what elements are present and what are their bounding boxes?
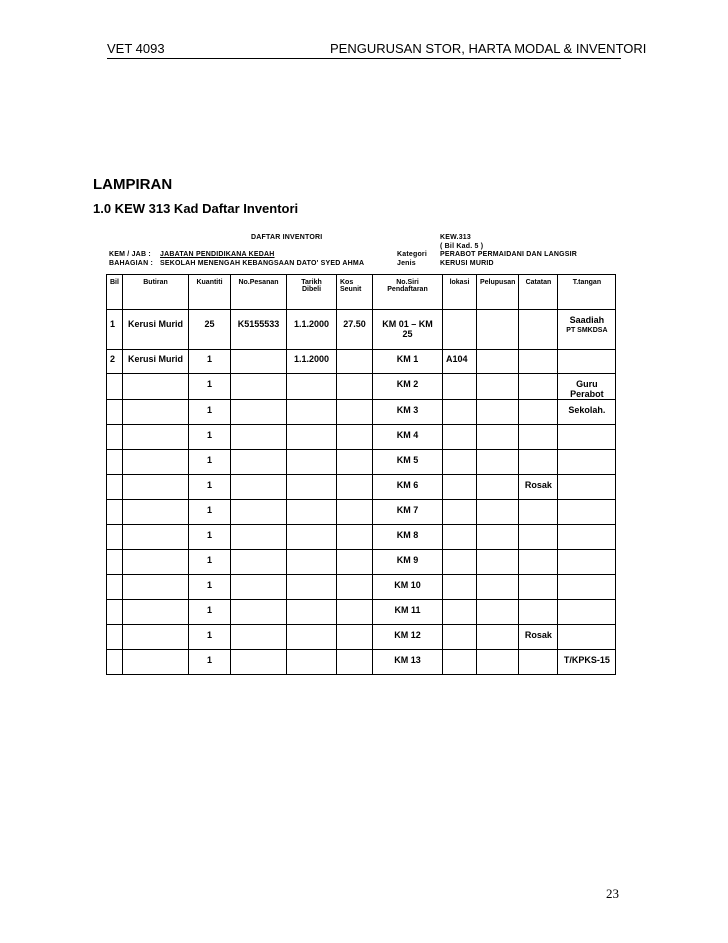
cell-kos <box>337 450 373 475</box>
cell-butiran <box>123 500 189 525</box>
cell-catatan: Rosak <box>519 625 558 650</box>
cell-ttangan <box>558 425 616 450</box>
cell-ttangan: T/KPKS-15 <box>558 650 616 675</box>
cell-tarikh <box>287 625 337 650</box>
cell-lokasi <box>443 550 477 575</box>
table-row <box>107 525 616 550</box>
header-lokasi: lokasi <box>443 275 477 310</box>
cell-lokasi <box>443 600 477 625</box>
kategori-value: PERABOT PERMAIDANI DAN LANGSIR <box>440 251 578 258</box>
row1-pelupusan <box>477 310 519 350</box>
row2-bil: 2 <box>107 350 123 374</box>
cell-catatan <box>519 450 558 475</box>
cell-butiran <box>123 575 189 600</box>
header-no-siri: No.Siri Pendaftaran <box>373 275 443 310</box>
table-row <box>107 500 616 525</box>
table-row <box>107 550 616 575</box>
header-tarikh: Tarikh Dibeli <box>287 275 337 310</box>
cell-butiran <box>123 550 189 575</box>
cell-kuantiti: 1 <box>189 400 231 425</box>
cell-no-siri: KM 3 <box>373 400 443 425</box>
row1-kos: 27.50 <box>337 310 373 350</box>
cell-kuantiti: 1 <box>189 425 231 450</box>
cell-bil <box>107 400 123 425</box>
cell-butiran <box>123 625 189 650</box>
cell-kos <box>337 374 373 400</box>
cell-tarikh <box>287 500 337 525</box>
cell-lokasi <box>443 475 477 500</box>
table-row <box>107 310 616 350</box>
table-body <box>107 374 616 675</box>
cell-no-pesanan <box>231 600 287 625</box>
cell-bil <box>107 475 123 500</box>
cell-bil <box>107 650 123 675</box>
kategori-label: Kategori <box>397 251 427 258</box>
cell-ttangan <box>558 600 616 625</box>
table-row <box>107 475 616 500</box>
cell-no-siri: KM 10 <box>373 575 443 600</box>
cell-lokasi <box>443 625 477 650</box>
row1-catatan <box>519 310 558 350</box>
cell-bil <box>107 550 123 575</box>
cell-tarikh <box>287 575 337 600</box>
cell-butiran <box>123 525 189 550</box>
signatory-role: PT SMKDSA <box>566 327 608 334</box>
row2-no-pesanan <box>231 350 287 374</box>
cell-ttangan: Guru Perabot <box>558 374 616 400</box>
cell-ttangan <box>558 450 616 475</box>
cell-catatan <box>519 500 558 525</box>
cell-tarikh <box>287 525 337 550</box>
cell-kos <box>337 575 373 600</box>
course-code: VET 4093 <box>107 41 165 56</box>
cell-catatan <box>519 550 558 575</box>
cell-bil <box>107 425 123 450</box>
cell-ttangan: Sekolah. <box>558 400 616 425</box>
cell-pelupusan <box>477 425 519 450</box>
cell-tarikh <box>287 475 337 500</box>
table-row <box>107 350 616 374</box>
cell-catatan: Rosak <box>519 475 558 500</box>
row1-no-siri: KM 01 – KM 25 <box>373 310 443 350</box>
cell-no-pesanan <box>231 550 287 575</box>
cell-tarikh <box>287 400 337 425</box>
cell-ttangan <box>558 550 616 575</box>
cell-kos <box>337 550 373 575</box>
cell-no-pesanan <box>231 374 287 400</box>
cell-pelupusan <box>477 500 519 525</box>
row2-catatan <box>519 350 558 374</box>
cell-kos <box>337 425 373 450</box>
table-row <box>107 600 616 625</box>
cell-no-pesanan <box>231 625 287 650</box>
cell-bil <box>107 450 123 475</box>
cell-kuantiti: 1 <box>189 600 231 625</box>
cell-kos <box>337 600 373 625</box>
cell-catatan <box>519 400 558 425</box>
cell-kos <box>337 525 373 550</box>
cell-bil <box>107 525 123 550</box>
cell-bil <box>107 600 123 625</box>
row1-lokasi <box>443 310 477 350</box>
cell-no-siri: KM 6 <box>373 475 443 500</box>
cell-pelupusan <box>477 400 519 425</box>
cell-lokasi <box>443 374 477 400</box>
course-title: PENGURUSAN STOR, HARTA MODAL & INVENTORI <box>330 41 647 56</box>
cell-no-siri: KM 9 <box>373 550 443 575</box>
cell-pelupusan <box>477 475 519 500</box>
table-row <box>107 450 616 475</box>
section-title: LAMPIRAN <box>93 176 173 193</box>
table-row <box>107 575 616 600</box>
cell-pelupusan <box>477 625 519 650</box>
inventory-table <box>106 274 616 675</box>
cell-butiran <box>123 425 189 450</box>
cell-kuantiti: 1 <box>189 625 231 650</box>
cell-pelupusan <box>477 525 519 550</box>
page-number: 23 <box>606 886 619 901</box>
section-subtitle: 1.0 KEW 313 Kad Daftar Inventori <box>93 201 299 216</box>
cell-tarikh <box>287 550 337 575</box>
cell-kos <box>337 500 373 525</box>
table-row <box>107 400 616 425</box>
cell-kuantiti: 1 <box>189 500 231 525</box>
cell-lokasi <box>443 450 477 475</box>
row2-lokasi: A104 <box>443 350 477 374</box>
cell-kuantiti: 1 <box>189 374 231 400</box>
cell-ttangan <box>558 575 616 600</box>
cell-catatan <box>519 650 558 675</box>
cell-butiran <box>123 374 189 400</box>
cell-no-pesanan <box>231 425 287 450</box>
cell-tarikh <box>287 450 337 475</box>
cell-lokasi <box>443 425 477 450</box>
cell-no-pesanan <box>231 500 287 525</box>
cell-tarikh <box>287 600 337 625</box>
cell-catatan <box>519 575 558 600</box>
header-butiran: Butiran <box>123 275 189 310</box>
row1-no-pesanan: K5155533 <box>231 310 287 350</box>
jenis-value: KERUSI MURID <box>440 260 494 267</box>
cell-kos <box>337 475 373 500</box>
cell-no-pesanan <box>231 650 287 675</box>
row2-kuantiti: 1 <box>189 350 231 374</box>
row2-ttangan <box>558 350 616 374</box>
cell-butiran <box>123 475 189 500</box>
cell-no-siri: KM 5 <box>373 450 443 475</box>
header-kuantiti: Kuantiti <box>189 275 231 310</box>
cell-tarikh <box>287 425 337 450</box>
table-row <box>107 650 616 675</box>
cell-kos <box>337 625 373 650</box>
cell-kuantiti: 1 <box>189 550 231 575</box>
cell-lokasi <box>443 650 477 675</box>
cell-pelupusan <box>477 450 519 475</box>
bahagian-value: SEKOLAH MENENGAH KEBANGSAAN DATO' SYED AHMA <box>160 260 365 267</box>
cell-tarikh <box>287 650 337 675</box>
cell-no-siri: KM 2 <box>373 374 443 400</box>
header-no-pesanan: No.Pesanan <box>231 275 287 310</box>
table-header-row <box>107 275 616 310</box>
cell-no-pesanan <box>231 400 287 425</box>
cell-bil <box>107 374 123 400</box>
row2-no-siri: KM 1 <box>373 350 443 374</box>
table-row <box>107 374 616 400</box>
cell-no-siri: KM 11 <box>373 600 443 625</box>
cell-no-siri: KM 13 <box>373 650 443 675</box>
cell-pelupusan <box>477 600 519 625</box>
cell-lokasi <box>443 400 477 425</box>
row2-butiran: Kerusi Murid <box>123 350 189 374</box>
cell-lokasi <box>443 525 477 550</box>
cell-catatan <box>519 600 558 625</box>
kew-code: KEW.313 <box>440 234 471 241</box>
cell-ttangan <box>558 475 616 500</box>
row1-ttangan <box>558 310 616 350</box>
cell-lokasi <box>443 500 477 525</box>
row1-bil: 1 <box>107 310 123 350</box>
cell-pelupusan <box>477 550 519 575</box>
row2-pelupusan <box>477 350 519 374</box>
header-kos: Kos Seunit <box>337 275 373 310</box>
table-row <box>107 425 616 450</box>
header-divider <box>107 58 621 59</box>
table-row <box>107 625 616 650</box>
kew-card-number: ( Bil Kad. 5 ) <box>440 243 484 250</box>
header-ttangan: T.tangan <box>558 275 616 310</box>
cell-no-pesanan <box>231 475 287 500</box>
row2-tarikh: 1.1.2000 <box>287 350 337 374</box>
cell-kos <box>337 650 373 675</box>
cell-butiran <box>123 650 189 675</box>
cell-bil <box>107 500 123 525</box>
cell-no-siri: KM 12 <box>373 625 443 650</box>
header-catatan: Catatan <box>519 275 558 310</box>
form-title: DAFTAR INVENTORI <box>251 234 323 241</box>
cell-bil <box>107 625 123 650</box>
row2-kos <box>337 350 373 374</box>
row1-butiran: Kerusi Murid <box>123 310 189 350</box>
cell-tarikh <box>287 374 337 400</box>
kem-value: JABATAN PENDIDIKANA KEDAH <box>160 251 275 258</box>
cell-ttangan <box>558 525 616 550</box>
cell-no-pesanan <box>231 450 287 475</box>
cell-kuantiti: 1 <box>189 475 231 500</box>
cell-pelupusan <box>477 374 519 400</box>
jenis-label: Jenis <box>397 260 416 267</box>
cell-pelupusan <box>477 650 519 675</box>
cell-pelupusan <box>477 575 519 600</box>
cell-catatan <box>519 425 558 450</box>
cell-butiran <box>123 450 189 475</box>
row1-tarikh: 1.1.2000 <box>287 310 337 350</box>
row1-kuantiti: 25 <box>189 310 231 350</box>
cell-kuantiti: 1 <box>189 575 231 600</box>
cell-catatan <box>519 374 558 400</box>
cell-kuantiti: 1 <box>189 650 231 675</box>
cell-kuantiti: 1 <box>189 450 231 475</box>
cell-no-siri: KM 4 <box>373 425 443 450</box>
cell-kuantiti: 1 <box>189 525 231 550</box>
signatory-name: Saadiah <box>569 315 605 325</box>
cell-ttangan <box>558 625 616 650</box>
cell-kos <box>337 400 373 425</box>
cell-butiran <box>123 600 189 625</box>
header-pelupusan: Pelupusan <box>477 275 519 310</box>
cell-no-pesanan <box>231 575 287 600</box>
header-bil: Bil <box>107 275 123 310</box>
bahagian-label: BAHAGIAN : <box>109 260 153 267</box>
cell-ttangan <box>558 500 616 525</box>
cell-no-siri: KM 8 <box>373 525 443 550</box>
cell-bil <box>107 575 123 600</box>
cell-no-pesanan <box>231 525 287 550</box>
cell-no-siri: KM 7 <box>373 500 443 525</box>
cell-catatan <box>519 525 558 550</box>
kem-label: KEM / JAB : <box>109 251 151 258</box>
cell-lokasi <box>443 575 477 600</box>
cell-butiran <box>123 400 189 425</box>
